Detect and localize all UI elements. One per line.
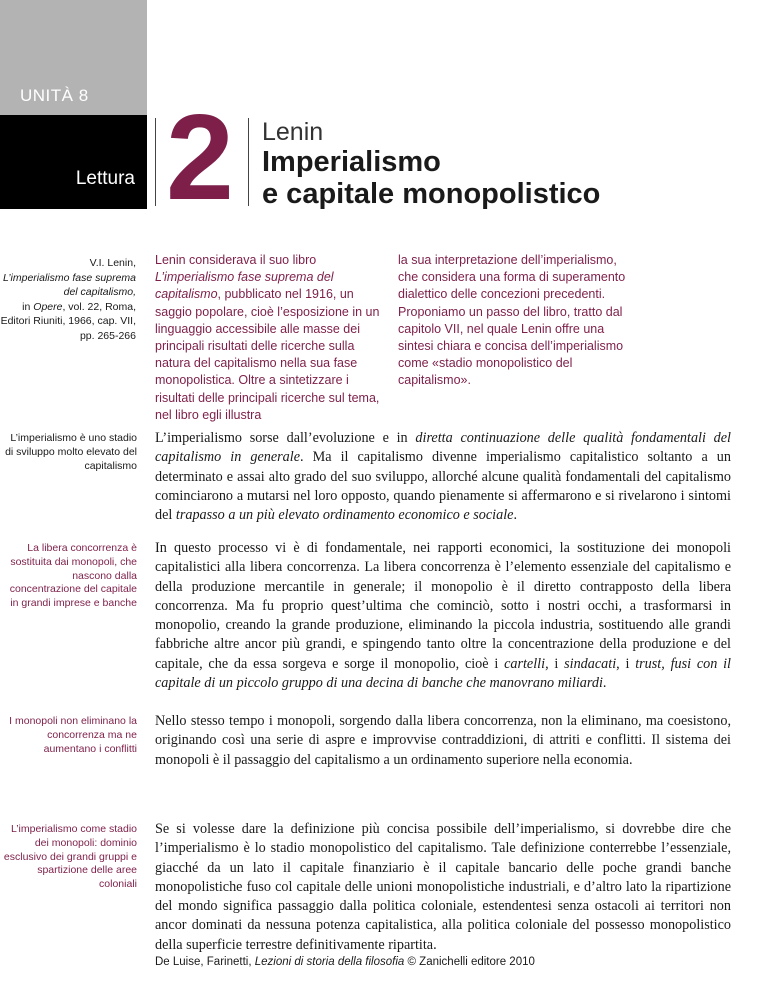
- intro-column-1: [155, 252, 383, 424]
- citation-book-title: L’imperialismo fase suprema del capitalismo,: [2, 271, 136, 298]
- p2-text-d: .: [602, 675, 607, 692]
- paragraph-4: Se si volesse dare la definizione più concisa possibile dell’imperialismo, si dovrebbe dire che l’imperialismo è lo stadio monopolistico del capitalismo. Tale definizione conterrebbe l’essenziale, giacché da un lato il capitale finanziario è il capitale bancario delle poche grandi banche monopolistiche fuso col capitale delle unioni monopolistiche industriali, e d’altro lato la ripartizione del mondo significa passaggio dalla politica coloniale, estendentesi senza ostacoli ai territori non ancor dominati da nessuna potenza capitalistica, alla politica coloniale del possesso monopolistico della superficie terrestre definitivamente ripartita.: [155, 821, 731, 953]
- unit-label: UNITÀ 8: [20, 86, 89, 105]
- title-line-1: Imperialismo: [262, 146, 441, 178]
- p2-text-c: , i: [616, 655, 636, 672]
- intro-text-a: Lenin considerava il suo libro: [155, 253, 317, 267]
- paragraph-1: [155, 429, 731, 525]
- p2-emphasis-3: trust, fusi con il capitale di un piccolo gruppo di una decina di banche che manovrano miliardi: [155, 655, 731, 692]
- footer-publisher: © Zanichelli editore 2010: [404, 956, 535, 968]
- p2-emphasis-2: sindacati: [564, 655, 617, 672]
- intro-book-title: L’imperialismo fase suprema del capitalismo: [155, 270, 334, 302]
- sidenote-2: La libera concorrenza è sostituita dai monopoli, che nascono dalla concentrazione del capitale in grandi imprese e banche: [9, 542, 137, 610]
- title-line-2: e capitale monopolistico: [262, 178, 601, 210]
- p2-emphasis-1: cartelli: [504, 655, 546, 672]
- sidenote-3: I monopoli non eliminano la concorrenza ma ne aumentano i conflitti: [9, 715, 137, 755]
- p1-emphasis-1: diretta continuazione delle qualità fondamentali del capitalismo in generale: [155, 430, 731, 466]
- title-divider-left: [155, 118, 156, 206]
- citation-opere: Opere: [33, 300, 63, 313]
- intro-text-b: , pubblicato nel 1916, un saggio popolare, cioè l’esposizione in un linguaggio accessibile alle masse dei principali risultati delle ricerche sulla natura del capitalismo nella sua fase monopolistica. Oltre a sintetizzare i risultati delle principali ricerche sul tema, nel libro egli illustra: [155, 287, 380, 422]
- page-footer: [155, 956, 535, 968]
- reading-number: 2: [166, 89, 234, 225]
- p1-text-b: . Ma il capitalismo divenne imperialismo capitalistico soltanto a un determinato e assai alto grado del suo sviluppo, allorché alcune qualità fondamentali del capitalismo cominciarono a mutarsi nel loro opposto, quando pienamente si affermarono e si rivelarono i sintomi del: [155, 449, 731, 524]
- citation-rest: , vol. 22, Roma, Editori Riuniti, 1966, cap. VII, pp. 265-266: [0, 300, 136, 342]
- author-name: Lenin: [262, 118, 324, 146]
- sidenote-4: L’imperialismo come stadio dei monopoli: dominio esclusivo dei grandi gruppi e spartizione delle aree coloniali: [3, 823, 137, 891]
- citation-in: in: [22, 300, 31, 313]
- section-header-block: [0, 115, 147, 209]
- footer-authors: De Luise, Farinetti,: [155, 956, 255, 968]
- sidenote-1: L’imperialismo è uno stadio di sviluppo molto elevato del capitalismo: [5, 432, 137, 472]
- paragraph-2: [155, 539, 731, 693]
- p1-emphasis-2: trapasso a un più elevato ordinamento economico e sociale: [175, 507, 514, 524]
- page-title: [262, 146, 600, 210]
- footer-book-title: Lezioni di storia della filosofia: [254, 956, 405, 968]
- bibliographic-citation: [0, 256, 136, 343]
- p1-text-c: .: [513, 507, 517, 524]
- p2-text-a: In questo processo vi è di fondamentale, nei rapporti economici, la sostituzione dei monopoli capitalistici alla libera concorrenza. La libera concorrenza è l’elemento essenziale del capitalismo e della produzione mercantile in generale; il monopolio è il diretto contrapposto della libera concorrenza. Ma fu proprio quest’ultima che cominciò, sotto i nostri occhi, a trasformarsi in monopolio, creando la grande produzione, eliminando la piccola industria, sostituendo alle grandi fabbriche altre ancor più grandi, e spingendo tanto oltre la concentrazione della produzione e del capitale, che da essa sorgeva e sorge il monopolio, cioè i: [155, 540, 731, 672]
- section-label: Lettura: [75, 168, 135, 189]
- citation-author: V.I. Lenin,: [89, 257, 136, 269]
- title-divider-right: [248, 118, 249, 206]
- intro-column-2: la sua interpretazione dell’imperialismo, che considera una forma di superamento dialettico delle concezioni precedenti. Proponiamo un passo del libro, tratto dal capitolo VII, nel quale Lenin offre una sintesi chiara e concisa dell’imperialismo come «stadio monopolistico del capitalismo».: [398, 253, 626, 388]
- p1-text-a: L’imperialismo sorse dall’evoluzione e in: [155, 430, 416, 446]
- paragraph-3: Nello stesso tempo i monopoli, sorgendo dalla libera concorrenza, non la eliminano, ma coesistono, originando così una serie di aspre e improvvise contraddizioni, di attriti e conflitti. Il sistema dei monopoli è il passaggio del capitalismo a un ordinamento superiore nella economia.: [155, 713, 731, 768]
- p2-text-b: , i: [545, 655, 565, 672]
